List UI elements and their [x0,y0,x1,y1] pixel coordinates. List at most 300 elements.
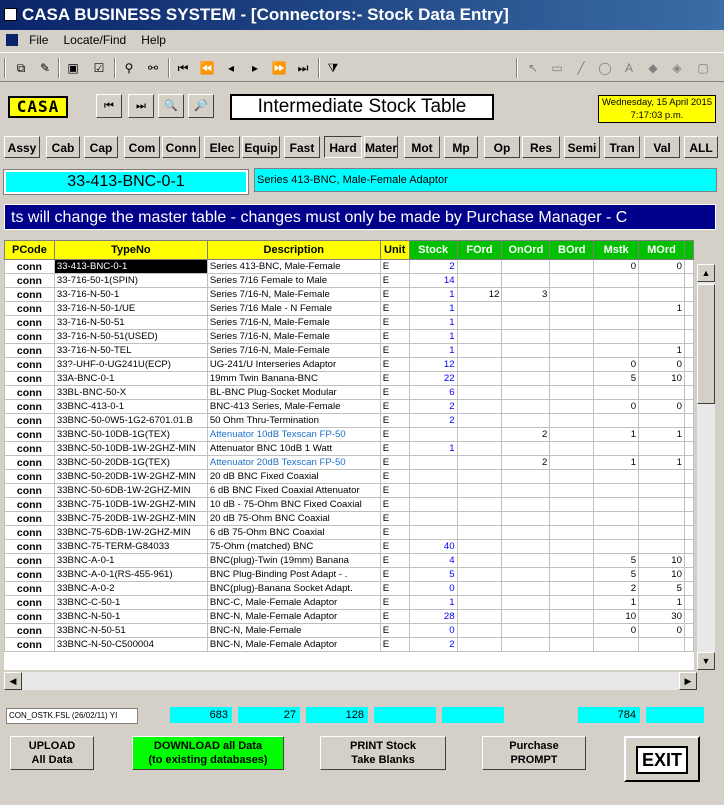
cell-typeno[interactable]: 33BNC-50-0W5-1G2-6701.01.B [54,414,207,428]
cell-ford[interactable] [457,302,502,316]
cell-onord[interactable] [502,372,550,386]
cell-stock[interactable]: 4 [409,554,457,568]
column-header-ford[interactable]: FOrd [457,241,502,260]
table-row[interactable] [5,330,694,344]
cell-pcode[interactable]: conn [5,582,55,596]
cell-description[interactable]: Series 7/16-N, Male-Female [207,288,380,302]
cell-ford[interactable]: 12 [457,288,502,302]
category-fast[interactable]: Fast [284,136,320,158]
cell-stock[interactable] [409,428,457,442]
cell-typeno[interactable]: 33A-BNC-0-1 [54,372,207,386]
cell-bord[interactable] [550,470,594,484]
cell-bord[interactable] [550,372,594,386]
cell-typeno[interactable]: 33BNC-50-20DB-1G(TEX) [54,456,207,470]
document-icon[interactable] [6,34,18,46]
cell-pcode[interactable]: conn [5,624,55,638]
last-record-icon[interactable]: ⏭ [297,61,309,75]
cell-mord[interactable]: 30 [639,610,685,624]
cell-onord[interactable] [502,316,550,330]
cell-unit[interactable]: E [380,624,409,638]
cell-unit[interactable]: E [380,526,409,540]
table-row[interactable] [5,568,694,582]
table-row[interactable] [5,428,694,442]
category-conn[interactable]: Conn [162,136,200,158]
next-page-icon[interactable]: ⏩ [271,61,287,75]
cell-stock[interactable] [409,512,457,526]
cell-ford[interactable] [457,316,502,330]
cell-ford[interactable] [457,330,502,344]
cell-onord[interactable] [502,568,550,582]
cell-bord[interactable] [550,274,594,288]
menu-locate-find[interactable]: Locate/Find [63,33,127,47]
horizontal-scrollbar[interactable] [4,672,697,690]
cell-stock[interactable]: 14 [409,274,457,288]
cell-bord[interactable] [550,302,594,316]
cell-typeno[interactable]: 33BNC-N-50-C500004 [54,638,207,652]
cell-mstk[interactable]: 1 [594,596,639,610]
category-all[interactable]: ALL [684,136,718,158]
cell-mord[interactable] [639,512,685,526]
cell-mstk[interactable] [594,386,639,400]
cell-unit[interactable]: E [380,512,409,526]
cell-mord[interactable] [639,638,685,652]
cell-description[interactable]: BNC-413 Series, Male-Female [207,400,380,414]
cell-bord[interactable] [550,596,594,610]
cell-description[interactable]: 10 dB - 75-Ohm BNC Fixed Coaxial [207,498,380,512]
first-button[interactable] [96,94,122,118]
cell-stock[interactable]: 0 [409,582,457,596]
cell-onord[interactable] [502,582,550,596]
cell-typeno[interactable]: 33BNC-75-20DB-1W-2GHZ-MIN [54,512,207,526]
cell-pcode[interactable]: conn [5,386,55,400]
category-com[interactable]: Com [124,136,160,158]
cell-pcode[interactable]: conn [5,428,55,442]
cell-typeno[interactable]: 33BNC-50-20DB-1W-2GHZ-MIN [54,470,207,484]
cell-typeno[interactable]: 33BNC-413-0-1 [54,400,207,414]
cell-unit[interactable]: E [380,596,409,610]
cell-ford[interactable] [457,400,502,414]
next-record-icon[interactable]: ▸ [251,61,259,75]
cell-mstk[interactable]: 1 [594,456,639,470]
cell-ford[interactable] [457,568,502,582]
cell-ford[interactable] [457,470,502,484]
cell-stock[interactable]: 22 [409,372,457,386]
cell-bord[interactable] [550,428,594,442]
cell-onord[interactable] [502,442,550,456]
cell-unit[interactable]: E [380,428,409,442]
cell-onord[interactable] [502,526,550,540]
cell-description[interactable]: 50 Ohm Thru-Termination [207,414,380,428]
edit-icon[interactable]: ✎ [39,61,51,75]
cell-stock[interactable]: 0 [409,624,457,638]
cell-ford[interactable] [457,638,502,652]
cell-stock[interactable] [409,456,457,470]
scroll-left-button[interactable] [4,672,22,690]
cell-unit[interactable]: E [380,344,409,358]
cell-onord[interactable] [502,358,550,372]
cell-pcode[interactable]: conn [5,484,55,498]
cell-mstk[interactable] [594,288,639,302]
cell-typeno[interactable]: 33BL-BNC-50-X [54,386,207,400]
category-val[interactable]: Val [644,136,680,158]
cell-onord[interactable] [502,484,550,498]
cell-mord[interactable]: 0 [639,358,685,372]
column-header-typeno[interactable]: TypeNo [54,241,207,260]
cell-unit[interactable]: E [380,330,409,344]
cell-stock[interactable]: 1 [409,344,457,358]
cell-bord[interactable] [550,442,594,456]
download-button[interactable] [132,736,284,770]
cell-typeno[interactable]: 33BNC-75-TERM-G84033 [54,540,207,554]
cell-pcode[interactable]: conn [5,400,55,414]
cell-ford[interactable] [457,624,502,638]
cell-unit[interactable]: E [380,470,409,484]
cell-typeno[interactable]: 33BNC-N-50-51 [54,624,207,638]
column-header-unit[interactable]: Unit [380,241,409,260]
cell-bord[interactable] [550,330,594,344]
cell-pcode[interactable]: conn [5,596,55,610]
cell-bord[interactable] [550,554,594,568]
cell-typeno[interactable]: 33?-UHF-0-UG241U(ECP) [54,358,207,372]
cell-onord[interactable] [502,512,550,526]
column-header-mstk[interactable]: Mstk [594,241,639,260]
cell-pcode[interactable]: conn [5,274,55,288]
table-row[interactable] [5,372,694,386]
cell-unit[interactable]: E [380,400,409,414]
cell-unit[interactable]: E [380,554,409,568]
cell-description[interactable]: BL-BNC Plug-Socket Modular [207,386,380,400]
cell-mstk[interactable] [594,330,639,344]
selected-part-number[interactable]: 33-413-BNC-0-1 [4,170,248,194]
cell-bord[interactable] [550,316,594,330]
cell-ford[interactable] [457,358,502,372]
cell-mstk[interactable]: 5 [594,568,639,582]
cell-mord[interactable]: 1 [639,428,685,442]
cell-unit[interactable]: E [380,540,409,554]
cell-mstk[interactable]: 0 [594,624,639,638]
scroll-right-button[interactable] [679,672,697,690]
cell-description[interactable]: Series 7/16-N, Male-Female [207,344,380,358]
cell-unit[interactable]: E [380,358,409,372]
cell-mstk[interactable] [594,512,639,526]
cell-typeno[interactable]: 33BNC-A-0-1(RS-455-961) [54,568,207,582]
cell-unit[interactable]: E [380,568,409,582]
cell-mord[interactable]: 10 [639,554,685,568]
cell-typeno[interactable]: 33BNC-N-50-1 [54,610,207,624]
cell-unit[interactable]: E [380,498,409,512]
cell-mord[interactable] [639,484,685,498]
cell-bord[interactable] [550,582,594,596]
cell-stock[interactable]: 1 [409,330,457,344]
cell-ford[interactable] [457,372,502,386]
cell-onord[interactable]: 2 [502,428,550,442]
table-row[interactable] [5,288,694,302]
cell-pcode[interactable]: conn [5,554,55,568]
column-header-pcode[interactable]: PCode [5,241,55,260]
cell-pcode[interactable]: conn [5,512,55,526]
cell-onord[interactable] [502,624,550,638]
scroll-thumb[interactable] [697,284,715,404]
cell-unit[interactable]: E [380,442,409,456]
scroll-up-button[interactable] [697,264,715,282]
category-cap[interactable]: Cap [84,136,118,158]
cell-stock[interactable] [409,484,457,498]
cell-mord[interactable] [639,540,685,554]
table-row[interactable] [5,582,694,596]
cell-stock[interactable]: 1 [409,596,457,610]
cell-ford[interactable] [457,428,502,442]
table-row[interactable] [5,358,694,372]
cell-ford[interactable] [457,582,502,596]
table-row[interactable] [5,302,694,316]
cell-onord[interactable] [502,554,550,568]
cell-onord[interactable] [502,274,550,288]
category-equip[interactable]: Equip [242,136,280,158]
table-row[interactable] [5,470,694,484]
cell-mord[interactable] [639,442,685,456]
cell-typeno[interactable]: 33-716-N-50-51(USED) [54,330,207,344]
cell-ford[interactable] [457,610,502,624]
cell-onord[interactable]: 2 [502,456,550,470]
cell-description[interactable]: Attenuator 10dB Texscan FP-50 [207,428,380,442]
cell-mord[interactable]: 10 [639,568,685,582]
find-button[interactable] [158,94,184,118]
cell-bord[interactable] [550,260,594,274]
cell-unit[interactable]: E [380,414,409,428]
cell-mstk[interactable] [594,344,639,358]
line-icon[interactable]: ╱ [577,61,585,75]
cell-bord[interactable] [550,568,594,582]
cell-description[interactable]: 6 dB BNC Fixed Coaxial Attenuator [207,484,380,498]
table-row[interactable] [5,498,694,512]
cell-bord[interactable] [550,386,594,400]
cell-pcode[interactable]: conn [5,288,55,302]
cell-typeno[interactable]: 33-716-N-50-TEL [54,344,207,358]
cell-mstk[interactable] [594,526,639,540]
cell-onord[interactable] [502,498,550,512]
cell-stock[interactable]: 1 [409,316,457,330]
category-elec[interactable]: Elec [204,136,240,158]
cell-ford[interactable] [457,554,502,568]
category-tran[interactable]: Tran [604,136,640,158]
cell-ford[interactable] [457,484,502,498]
copy-icon[interactable]: ⧉ [16,61,26,75]
cell-pcode[interactable]: conn [5,260,55,274]
cell-stock[interactable] [409,470,457,484]
cell-mstk[interactable] [594,638,639,652]
cell-description[interactable]: Series 413-BNC, Male-Female [207,260,380,274]
column-header-bord[interactable]: BOrd [550,241,594,260]
cell-unit[interactable]: E [380,260,409,274]
prev-record-icon[interactable]: ◂ [227,61,235,75]
cell-stock[interactable]: 40 [409,540,457,554]
cell-description[interactable]: UG-241/U Interseries Adaptor [207,358,380,372]
cell-pcode[interactable]: conn [5,470,55,484]
app-icon[interactable] [4,8,17,21]
cell-stock[interactable]: 2 [409,260,457,274]
cell-typeno[interactable]: 33BNC-50-6DB-1W-2GHZ-MIN [54,484,207,498]
cell-mord[interactable] [639,498,685,512]
cell-onord[interactable] [502,344,550,358]
cell-unit[interactable]: E [380,638,409,652]
pointer-icon[interactable]: ↖ [527,61,539,75]
upload-button[interactable] [10,736,94,770]
cell-ford[interactable] [457,344,502,358]
cell-unit[interactable]: E [380,316,409,330]
button-tool-icon[interactable]: ▢ [697,61,709,75]
cell-onord[interactable]: 3 [502,288,550,302]
cell-stock[interactable] [409,526,457,540]
cell-stock[interactable]: 28 [409,610,457,624]
cell-description[interactable]: Series 7/16-N, Male-Female [207,330,380,344]
menu-file[interactable]: File [29,33,49,47]
cell-description[interactable]: 75-Ohm (matched) BNC [207,540,380,554]
cell-typeno[interactable]: 33-716-N-50-1/UE [54,302,207,316]
cell-pcode[interactable]: conn [5,358,55,372]
category-mot[interactable]: Mot [404,136,440,158]
category-semi[interactable]: Semi [564,136,600,158]
cell-typeno[interactable]: 33-716-50-1(SPIN) [54,274,207,288]
cell-ford[interactable] [457,526,502,540]
menu-help[interactable]: Help [141,33,166,47]
cell-description[interactable]: BNC(plug)-Banana Socket Adapt. [207,582,380,596]
cell-mord[interactable]: 1 [639,456,685,470]
cell-bord[interactable] [550,526,594,540]
column-header-onord[interactable]: OnOrd [502,241,550,260]
cell-mstk[interactable] [594,316,639,330]
cell-typeno[interactable]: 33-413-BNC-0-1 [54,260,207,274]
cell-bord[interactable] [550,540,594,554]
cell-pcode[interactable]: conn [5,638,55,652]
column-header-stock[interactable]: Stock [409,241,457,260]
column-header-description[interactable]: Description [207,241,380,260]
cell-mstk[interactable]: 5 [594,372,639,386]
cell-unit[interactable]: E [380,582,409,596]
cell-pcode[interactable]: conn [5,414,55,428]
purchase-prompt-button[interactable] [482,736,586,770]
cell-ford[interactable] [457,498,502,512]
cell-typeno[interactable]: 33BNC-75-6DB-1W-2GHZ-MIN [54,526,207,540]
cell-unit[interactable]: E [380,288,409,302]
cell-onord[interactable] [502,596,550,610]
scroll-down-button[interactable] [697,652,715,670]
category-assy[interactable]: Assy [4,136,40,158]
cell-bord[interactable] [550,358,594,372]
cell-unit[interactable]: E [380,610,409,624]
cell-pcode[interactable]: conn [5,316,55,330]
exit-button[interactable] [624,736,700,782]
cell-mord[interactable]: 1 [639,344,685,358]
table-row[interactable] [5,274,694,288]
table-row[interactable] [5,624,694,638]
cell-mord[interactable] [639,414,685,428]
cell-ford[interactable] [457,456,502,470]
ole-icon[interactable]: ◈ [672,61,682,75]
category-mater[interactable]: Mater [364,136,398,158]
cell-mstk[interactable] [594,498,639,512]
cell-unit[interactable]: E [380,302,409,316]
table-row[interactable] [5,400,694,414]
cell-bord[interactable] [550,512,594,526]
cell-stock[interactable]: 1 [409,288,457,302]
cell-pcode[interactable]: conn [5,372,55,386]
cell-description[interactable]: BNC Plug-Binding Post Adapt - . [207,568,380,582]
table-row[interactable] [5,442,694,456]
cell-typeno[interactable]: 33BNC-A-0-1 [54,554,207,568]
cell-bord[interactable] [550,414,594,428]
find-replace-icon[interactable]: ⚯ [147,61,159,75]
table-row[interactable] [5,414,694,428]
cell-typeno[interactable]: 33BNC-A-0-2 [54,582,207,596]
cell-unit[interactable]: E [380,456,409,470]
binoculars-icon[interactable]: ⚲ [124,61,134,75]
cell-pcode[interactable]: conn [5,330,55,344]
cell-mord[interactable] [639,526,685,540]
cell-onord[interactable] [502,386,550,400]
cell-ford[interactable] [457,260,502,274]
cell-ford[interactable] [457,414,502,428]
table-row[interactable] [5,596,694,610]
text-tool-icon[interactable]: A [624,61,633,75]
cell-mstk[interactable]: 2 [594,582,639,596]
table-row[interactable] [5,554,694,568]
cell-pcode[interactable]: conn [5,540,55,554]
cell-description[interactable]: Attenuator 20dB Texscan FP-50 [207,456,380,470]
cell-pcode[interactable]: conn [5,456,55,470]
cell-mstk[interactable]: 5 [594,554,639,568]
cell-onord[interactable] [502,470,550,484]
cell-typeno[interactable]: 33-716-N-50-51 [54,316,207,330]
cell-stock[interactable]: 2 [409,400,457,414]
cell-mstk[interactable] [594,274,639,288]
cell-ford[interactable] [457,540,502,554]
cell-pcode[interactable]: conn [5,442,55,456]
cell-mstk[interactable] [594,484,639,498]
cell-mord[interactable]: 0 [639,400,685,414]
cell-description[interactable]: BNC-N, Male-Female [207,624,380,638]
cell-pcode[interactable]: conn [5,526,55,540]
cell-mstk[interactable] [594,414,639,428]
cell-mstk[interactable] [594,302,639,316]
prev-page-icon[interactable]: ⏪ [199,61,215,75]
cell-description[interactable]: 20 dB BNC Fixed Coaxial [207,470,380,484]
cell-description[interactable]: BNC-N, Male-Female Adaptor [207,610,380,624]
cell-onord[interactable] [502,638,550,652]
cell-description[interactable]: BNC-C, Male-Female Adaptor [207,596,380,610]
cell-stock[interactable]: 1 [409,302,457,316]
cell-mord[interactable]: 1 [639,302,685,316]
cell-description[interactable]: Series 7/16-N, Male-Female [207,316,380,330]
cell-typeno[interactable]: 33BNC-50-10DB-1G(TEX) [54,428,207,442]
table-row[interactable] [5,512,694,526]
cell-description[interactable]: 6 dB 75-Ohm BNC Coaxial [207,526,380,540]
cell-stock[interactable]: 5 [409,568,457,582]
table-row[interactable] [5,344,694,358]
cell-mstk[interactable]: 1 [594,428,639,442]
cell-mord[interactable]: 0 [639,624,685,638]
cell-mord[interactable] [639,470,685,484]
cell-description[interactable]: Series 7/16 Female to Male [207,274,380,288]
cell-mord[interactable]: 10 [639,372,685,386]
vertical-scrollbar[interactable] [697,264,715,670]
fill-icon[interactable]: ◆ [648,61,658,75]
preview-icon[interactable]: ▣ [67,61,79,75]
last-button[interactable] [128,94,154,118]
cell-mstk[interactable]: 0 [594,400,639,414]
category-mp[interactable]: Mp [444,136,478,158]
cell-mord[interactable] [639,386,685,400]
cell-mord[interactable]: 5 [639,582,685,596]
